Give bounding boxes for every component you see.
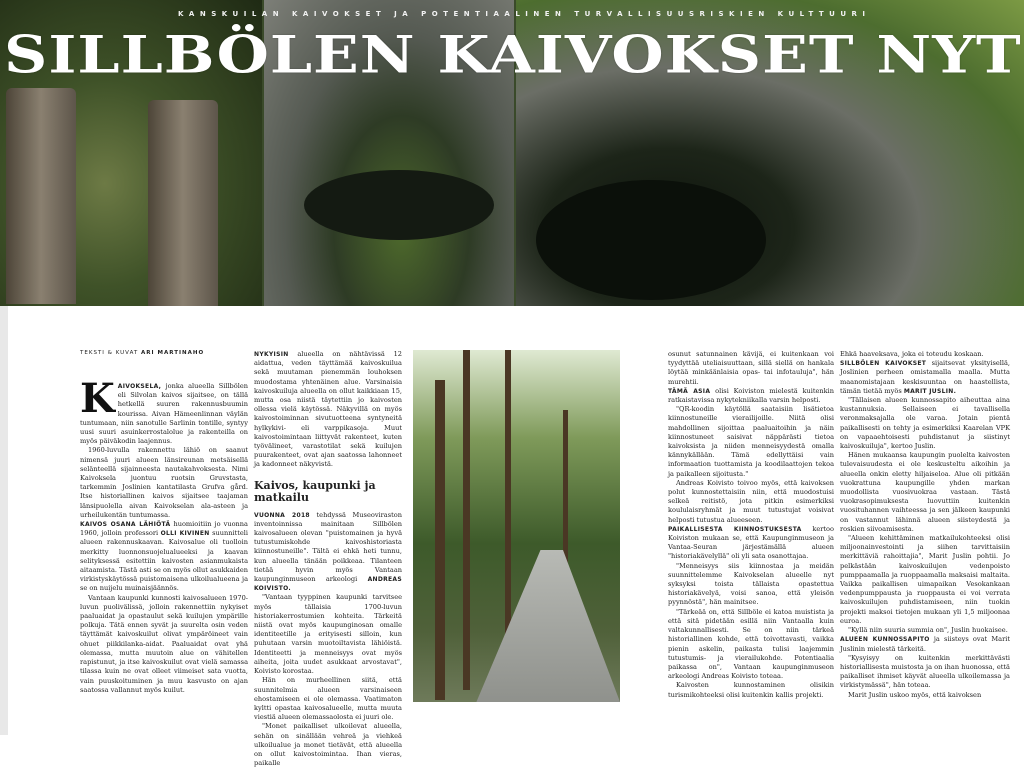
paragraph: jonka alueella Sillbölen eli Silvolan kaivos sijaitsee, on tällä hetkellä suuren rakennusbuumin kourissa. Aivan Hämeenlinnan väylän tuntumaan, niin sanotulle Sarlinin tontille, syntyy uusi suuri asuinkerrostalolue ja rakenteilla on myös päiväkodin laajennus.	[80, 382, 248, 446]
wooden-post	[148, 100, 218, 306]
text-column-2	[254, 350, 402, 768]
paragraph	[668, 525, 834, 562]
paragraph: "Alueen kehittäminen matkailukohteeksi olisi miljoonainvestointi ja siihen tarvittaisiin merkittäviä rahoittajia", Marit Juslin pohtii. Jo pelkästään kaivoskuilujen vedenpoisto pumppaamalla ja ruoppaamalla maksaisi maltaita. Vaikka paikallisen uimapaikan Vesokankaan vedenpumppausta ja ruoppausta ei voi verrata kaivoskuilujen puhdistamiseen, niin tuokin projekti maksoi tietojen mukaan yli 1,5 miljoonaa euroa.	[840, 534, 1010, 625]
byline-author: ARI MARTINAHO	[141, 350, 205, 356]
paragraph	[254, 350, 402, 470]
text: tehdyssä Museoviraston inventoinnissa mainitaan Sillbölen kaivosalueen olevan "puistomainen ja hyvä tutustumiskohde kaivoshistoriasta kiinnostuneille". Tältä ei ehkä heti tunnu, kun alueella tänään poikkeaa. Tilanteen tietää hyvin myös Vantaan kaupunginmuseon arkeologi	[254, 510, 402, 584]
paragraph: osunut satunnainen kävijä, ei kuitenkaan voi tyydyttää uteliaisuuttaan, sillä siellä on hankala löytää minkäänlaisia opas- tai infotauluja", hän murehtii.	[668, 350, 834, 386]
paragraph: "Kysyisyy on kuitenkin merkittävästi historiallisesta muistosta ja on ihan huonossa, että paikalliset ihmiset käyvät alueella ulkoilemassa ja virkistymässä", hän toteaa.	[840, 653, 1010, 690]
text-column-1	[80, 375, 248, 695]
wooden-post	[6, 88, 76, 304]
section-lead: ALUEEN KUNNOSSAPITO	[840, 636, 930, 644]
tree-trunk	[505, 350, 511, 650]
text-column-3	[668, 350, 834, 700]
text: ja siisteys ovat Marit Juslinin mielestä tärkeitä.	[840, 635, 1010, 653]
paragraph	[254, 511, 402, 594]
photo-forest-path	[413, 350, 620, 702]
byline	[80, 350, 204, 356]
section-heading: Kaivos, kaupunki ja matkailu	[254, 478, 376, 504]
text: alueella on nähtävissä 12 aidattua, veden täyttämää kaivoskuilua sekä muutaman pienemmän louhoksen muodostama yhtenäinen alue. Varsinaisia kaivoskuiluja alueella on ollut kaikkiaan 15, mutta osa niistä täytettiin jo kaivosten ollessa vielä käytössä. Näkyvillä on myös kaivostoiminnan sivutuotteena syntyneitä hylkykivi- eli varppikasoja. Muut kaivostoimintaan liittyvät rakenteet, kuten työvälineet, varastotilat sekä kuilujen puurakenteet, ovat ajan saatossa lahonneet ja kadonneet näkyvistä.	[254, 350, 402, 469]
text: sijaitsevat yksityisellä, Joslinien perheen omistamalla maalla. Mutta maanomistajaan keskisuuntaa on haastellista, tämän tietää myös	[840, 359, 1010, 395]
paragraph: "Tällaisen alueen kunnossapito aiheuttaa aina kustannuksia. Sellaiseen ei tavallisella veronmaksajalla ole varaa. Jotain pientä paikallisesti on tehty ja esimerkiksi Kaarelan VPK on vapaaehtoisesti puhdistanut ja siistinyt kaivoskuiluja", kertoo Juslin.	[840, 396, 1010, 451]
paragraph: Kaivosten kunnostaminen olisikin turismikohteeksi olisi kuitenkin kallis projekti.	[668, 681, 834, 699]
byline-label: TEKSTI & KUVAT	[80, 350, 139, 356]
paragraph: "Kyllä niin suuria summia on", Juslin huokaisee.	[848, 626, 1008, 635]
paragraph: "Monet paikalliset ulkoilevat alueella, sehän on sinällään vehreä ja viehkeä ulkoilualue ja monet tietävät, että alueella on ollut kaivostoimintaa. Ihan vieras, paikalle	[254, 722, 402, 768]
lead-paragraph	[80, 375, 248, 446]
person-name: MARIT JUSLIN.	[903, 387, 957, 395]
shaft-opening	[536, 180, 766, 300]
shaft-opening	[304, 170, 494, 240]
article-title: SILLBÖLEN KAIVOKSET NYT	[4, 25, 1022, 86]
tree-trunk	[463, 350, 470, 690]
text: kertoo Koiviston mukaan se, että Kaupunginmuseon ja Vantaa-Seuran järjestämällä alueen "historiakävelyllä" oli yli sata osanottajaa.	[668, 524, 834, 561]
paragraph: Vantaan kaupunki kunnosti kaivosalueen 1970-luvun puolivälissä, jolloin rakennettiin nykyiset paaluaidat ja opastaulut sekä kuilujen ympärille polkuja. Tätä ennen syvät ja suurelta osin veden täyttämät kaivoskuilut olivat ympäröineet vain ohuet piikkilanka-aidat. Paaluaidat ovat yhä olemassa, mutta muutoin alue on vähitellen rapistunut, ja itse kaivoskuilut ovat vielä samassa tilassa kuin ne ovat olleet viimeiset sata vuotta, vain puuskoituminen ja muu kasvusto on ajan saatossa vallannut myös kuilut.	[80, 593, 248, 694]
paragraph	[80, 520, 248, 594]
paragraph	[840, 359, 1010, 396]
gravel-path	[473, 550, 620, 702]
paragraph	[840, 635, 1010, 653]
paragraph: "Tärkeää on, että Sillböle ei katoa muistista ja että sitä pidetään esillä niin Vantaalla kuin valtakunnallisesti. Se on niin tärkeä historiallinen kohde, että toivottavasti, vaikka pienin askelin, paikasta tulisi laajemmin tutustumis- ja vierailukohde. Potentiaalia paikassa on", Vantaan kaupunginmuseon arkeologi Andreas Koivisto toteaa.	[668, 607, 834, 681]
paragraph: "Vantaan tyyppinen kaupunki tarvitsee myös tällaisia 1700-luvun historiakerrostumien kohteita. Tärkeitä niistä ovat myös kaupunginosan omalle identiteetille ja erityisesti silloin, kun puhutaan varsin muotoiltavista lähiöistä. Identiteetti ja menneisyys ovat myös aiheita, joita uudet asukkaat arvostavat", Koivisto korostaa.	[254, 593, 402, 676]
section-lead: TÄMÄ ASIA	[668, 387, 711, 395]
paragraph: Ehkä haaveksava, joka ei toteudu koskaan.	[840, 350, 984, 358]
section-lead: SILLBÖLEN KAIVOKSET	[840, 360, 927, 368]
paragraph: 1960-luvulla rakennettu lähiö on saanut nimensä juuri alueen länsireunan metsäisellä selänteellä sijainneesta nautakahvoksesta. Nimi Kaivoksela juontuu ruotsin Gruvstasta, tarkemmin Joslinien kantatilasta Grufva gård. Itse historiallinen kaivos sijaitsee taajaman länsipuolella aivan Kaivokselan ala-asteen ja urheilukentän tuntumassa.	[80, 446, 248, 519]
paragraph: "QR-koodin käytöllä saataisiin lisätietoa kiinnostuneille vierailijoille. Niitä olisi mahdollinen sijoittaa paaluaitoihin ja näin kiinnostuneet saisivat näppärästi tietoa kaivoksista ja niiden menneisyydestä omalla kännykällään. Tämä edellyttäisi vain informaation tuottamista ja koodilaattojen tekoa ja paikalleen sijoitusta."	[668, 405, 834, 478]
tree-trunk	[435, 380, 445, 700]
hero-photo-collage	[0, 0, 1024, 306]
paragraph	[668, 387, 834, 405]
section-lead: PAIKALLISESTA KIINNOSTUKSESTA	[668, 525, 802, 533]
text: suunnitteli alueen rakennuskaavan. Kaivosalue oli tuolloin merkitty luonnonsuojelualueeksi ja kaavan selityksessä esitettiin kaivosten asianmukaista aitaamista. Tästä asti se on myös ollut asukkaiden virkistyskäytössä puistomaisena ulkoilualueena ja se on nuijelu muinaisjäännös.	[80, 529, 248, 593]
paragraph: "Menneisyys siis kiinnostaa ja meidän suunnittelemme Kaivokselan alueelle nyt syksyksi toista tällaista opastettua historiakävelyä, voisi sanoa, että yleisön pyynnöstä", hän mainitsee.	[668, 561, 834, 607]
text-column-4	[840, 350, 1010, 700]
paragraph: Marit Juslin uskoo myös, että kaivoksen	[848, 690, 982, 699]
person-name: OLLI KIVINEN	[160, 530, 210, 538]
paragraph: Andreas Koivisto toivoo myös, että kaivoksen polut kunnostettaisiin niin, että muodostuisi selkeä reitistö, jota pitkin esimerkiksi koululaisryhmät ja muut tutustujat voisivat helposti tutustua alueeseen.	[668, 478, 834, 524]
paragraph: Hänen mukaansa kaupungin puolelta kaivosten tulevaisuudesta ei ole keskusteltu aikoihin ja alueella onkin eletty hiljaiseloa. Alue oli pitkään vuokrattuna kaupungille yhden markan muodollista vuosivuokraa vastaan. Tästä vuokrasopimuksesta luovuttiin kuitenkin vuosituhannen vaihteessa ja sen jälkeen kaupunki on vastannut lähinnä alueen siisteydestä ja roskien siivoamisesta.	[840, 451, 1010, 533]
section-lead: VUONNA 2018	[254, 511, 310, 519]
text: olisi Koiviston mielestä kuitenkin ratkaistavissa nykytekniikalla varsin helposti.	[668, 386, 834, 405]
section-lead: NYKYISIN	[254, 351, 289, 358]
drop-cap: K	[80, 375, 115, 422]
article-kicker: KANSKUILAN KAIVOKSET JA POTENTIAALINEN TURVALLISUUSRISKIEN KULTTUURI	[178, 10, 871, 18]
section-lead: KAIVOS OSANA LÄHIÖTÄ	[80, 521, 171, 529]
paragraph: Hän on murheellinen siitä, että suunnitelmia alueen varsinaiseen ehostamiseen ei ole olemassa. Vaatimaton kyltti opastaa kaivosalueelle, mutta muuta viestiä alueen olemassaolosta ei juuri ole.	[254, 676, 402, 722]
lead-cap: AIVOKSELA,	[117, 383, 162, 390]
person-name: ANDREAS KOIVISTO.	[254, 576, 402, 593]
page-edge	[0, 306, 8, 735]
text: huomioitiin jo vuonna 1960, jolloin professori	[80, 520, 248, 538]
